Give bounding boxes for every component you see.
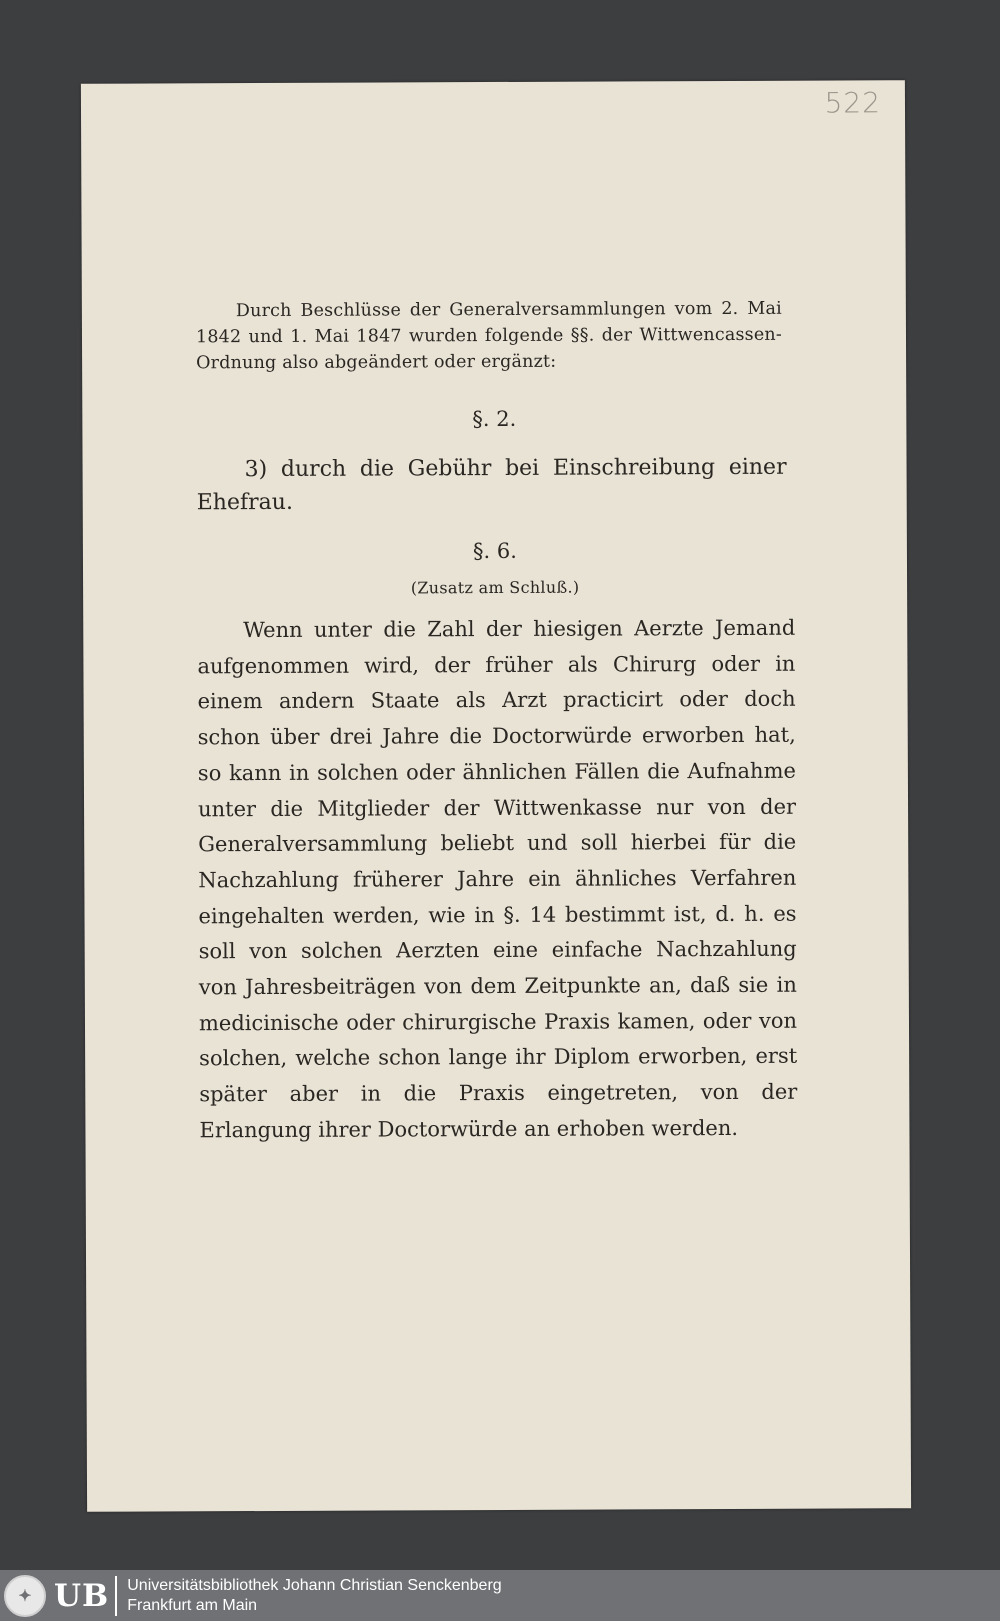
section-6-subheading: (Zusatz am Schluß.) [410,577,580,598]
section-6-heading: §. 6. [472,538,517,564]
ub-logo-text: UB [54,1577,110,1614]
section-2-heading: §. 2. [472,406,517,432]
library-footer-bar [0,1570,1000,1621]
section-6-text: Wenn unter die Zahl der hiesigen Aerzte Jemand aufgenommen wird, der früher als Chirurg oder in einem andern Staate als Arzt practicirt oder doch schon über drei Jahre die Doctorwürde erworben hat, so kann in solchen oder ähnlichen Fällen die Aufnahme unter die Mitglieder der Wittwenkasse nur von der Generalversammlung beliebt und soll hierbei für die Nachzahlung früherer Jahre ein ähnliches Verfahren eingehalten werden, wie in §. 14 bestimmt ist, d. h. es soll von solchen Aerzten eine einfache Nachzahlung von Jahresbeiträgen von dem Zeitpunkte an, daß sie in medicinische oder chirurgische Praxis kamen, oder von solchen, welche schon lange ihr Diplom erworben, erst später aber in die Praxis eingetreten, von der Erlangung ihrer Doctorwürde an erhoben werden. [197,615,798,1143]
scanned-page [81,80,911,1512]
intro-paragraph: Durch Beschlüsse der Generalversammlungen vom 2. Mai 1842 und 1. Mai 1847 wurden folgende §§. der Wittwencassen-Ordnung also abgeändert oder ergänzt: [195,298,783,374]
library-seal-icon: ✦ [4,1575,46,1617]
institution-name [127,1576,501,1616]
footer-divider [115,1576,117,1616]
institution-line-2: Frankfurt am Main [127,1596,258,1614]
ub-logo[interactable] [4,1574,109,1618]
section-2-text: 3) durch die Gebühr bei Einschreibung einer Ehefrau. [196,454,787,516]
handwritten-page-number: 522 [824,86,882,120]
institution-line-1: Universitätsbibliothek Johann Christian Senckenberg [127,1576,502,1594]
